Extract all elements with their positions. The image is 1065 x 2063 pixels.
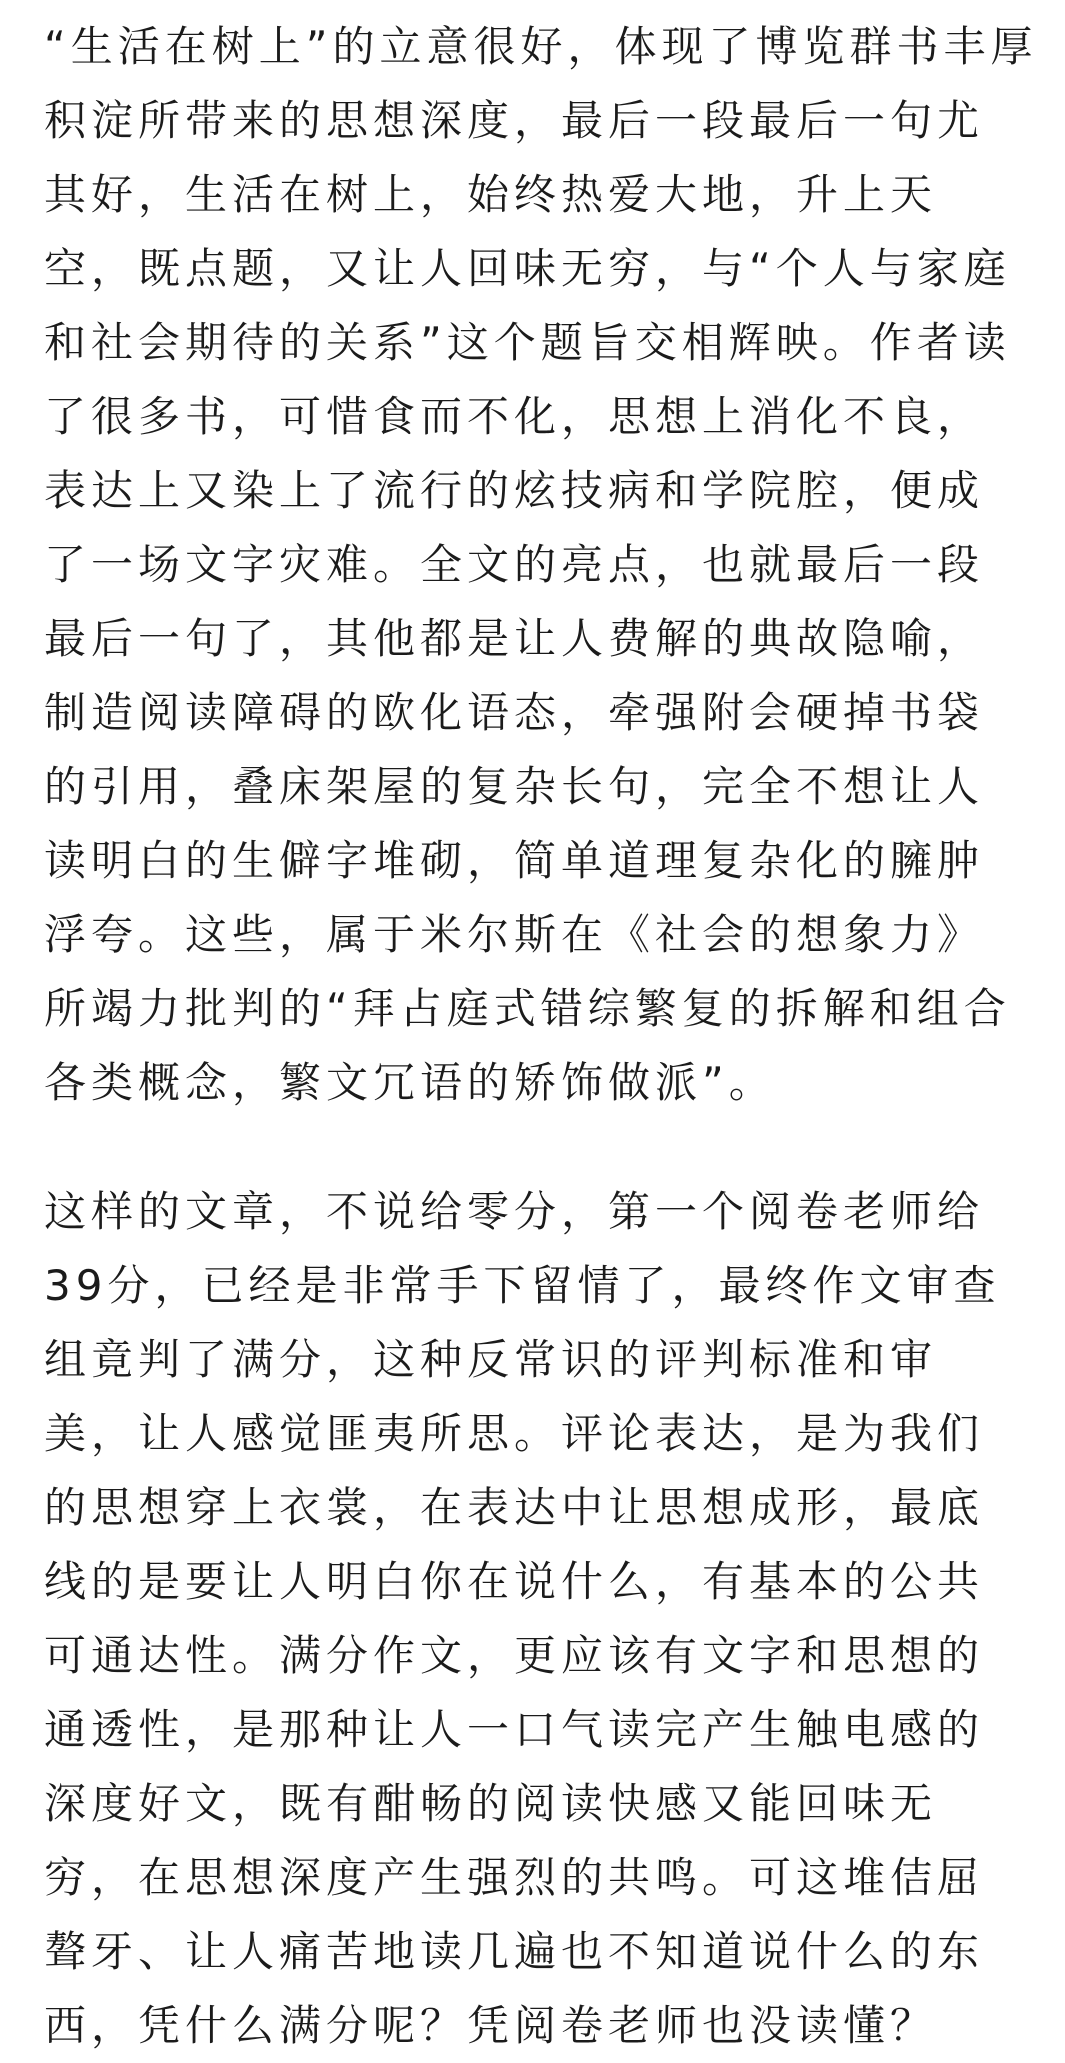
text-line: 空，既点题，又让人回味无穷，与“个人与家庭 [44, 244, 1011, 293]
text-line: 这样的文章，不说给零分，第一个阅卷老师给 [44, 1187, 985, 1236]
text-line: 读明白的生僻字堆砌，简单道理复杂化的臃肿 [44, 836, 985, 885]
paragraph-1 [44, 10, 1038, 1120]
text-line: 的引用，叠床架屋的复杂长句，完全不想让人 [44, 762, 985, 811]
text-line: 组竟判了满分，这种反常识的评判标准和审 [44, 1335, 938, 1384]
text-line: 的思想穿上衣裳，在表达中让思想成形，最底 [44, 1483, 985, 1532]
text-line: 聱牙、让人痛苦地读几遍也不知道说什么的东 [44, 1927, 985, 1976]
text-line: 可通达性。满分作文，更应该有文字和思想的 [44, 1631, 985, 1680]
text-line: 39分，已经是非常手下留情了，最终作文审查 [44, 1261, 1001, 1310]
paragraph-2 [44, 1175, 1034, 2063]
text-line: 通透性，是那种让人一口气读完产生触电感的 [44, 1705, 985, 1754]
text-line: 其好，生活在树上，始终热爱大地，升上天 [44, 170, 938, 219]
text-line: 穷，在思想深度产生强烈的共鸣。可这堆佶屈 [44, 1853, 985, 1902]
text-line: 各类概念，繁文冗语的矫饰做派”。 [44, 1058, 776, 1107]
text-line: 了很多书，可惜食而不化，思想上消化不良， [44, 392, 985, 441]
text-line: “生活在树上”的立意很好，体现了博览群书丰厚 [44, 22, 1038, 71]
text-line: 最后一句了，其他都是让人费解的典故隐喻， [44, 614, 985, 663]
text-line: 积淀所带来的思想深度，最后一段最后一句尤 [44, 96, 985, 145]
text-line: 浮夸。这些，属于米尔斯在《社会的想象力》 [44, 910, 985, 959]
text-line: 制造阅读障碍的欧化语态，牵强附会硬掉书袋 [44, 688, 985, 737]
text-line: 和社会期待的关系”这个题旨交相辉映。作者读 [44, 318, 1011, 367]
text-line: 西，凭什么满分呢？凭阅卷老师也没读懂？ [44, 2001, 938, 2050]
text-line: 所竭力批判的“拜占庭式错综繁复的拆解和组合 [44, 984, 1011, 1033]
text-line: 表达上又染上了流行的炫技病和学院腔，便成 [44, 466, 985, 515]
text-line: 美，让人感觉匪夷所思。评论表达，是为我们 [44, 1409, 985, 1458]
text-line: 线的是要让人明白你在说什么，有基本的公共 [44, 1557, 985, 1606]
text-line: 深度好文，既有酣畅的阅读快感又能回味无 [44, 1779, 938, 1828]
text-line: 了一场文字灾难。全文的亮点，也就最后一段 [44, 540, 985, 589]
